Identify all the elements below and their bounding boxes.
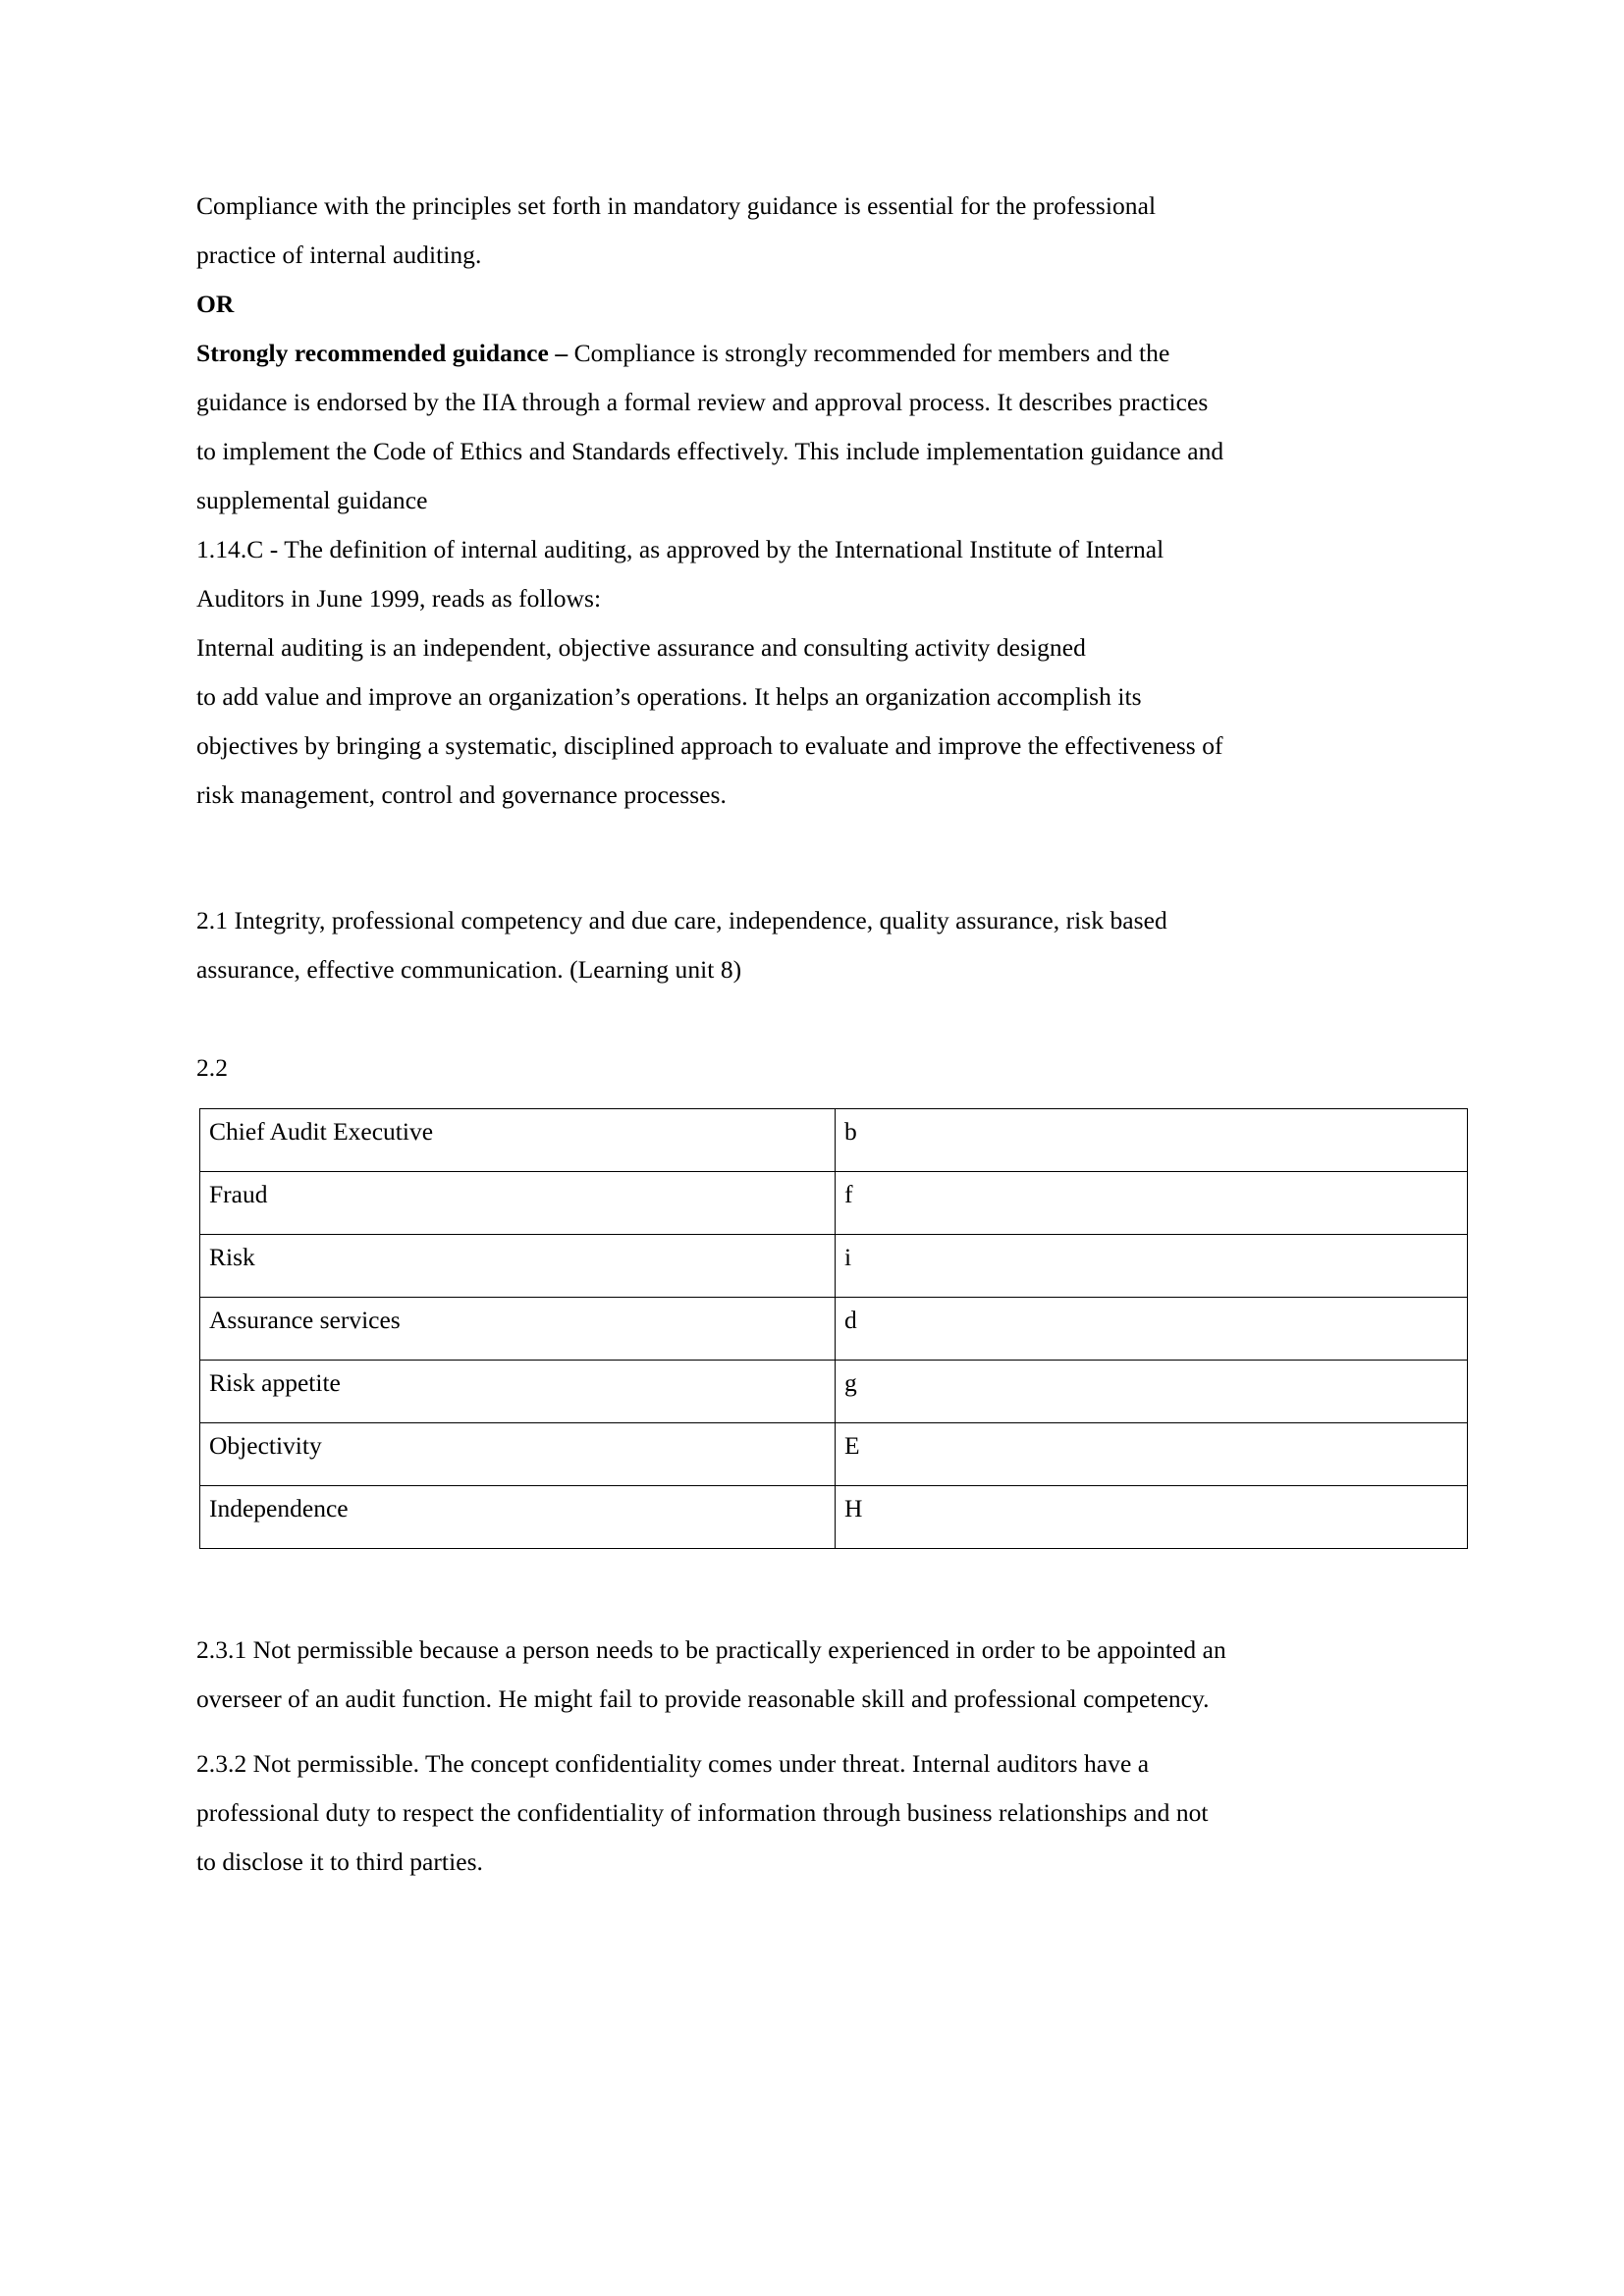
table-row — [200, 1172, 1468, 1235]
spacer — [196, 1093, 1451, 1108]
table-cell-term: Fraud — [200, 1172, 836, 1235]
text-line: assurance, effective communication. (Learning unit 8) — [196, 955, 742, 984]
table-cell-answer: H — [836, 1486, 1468, 1549]
table-cell-answer: E — [836, 1423, 1468, 1486]
text-line: 2.1 Integrity, professional competency and due care, independence, quality assurance, risk based — [196, 906, 1167, 934]
text-line: supplemental guidance — [196, 486, 428, 514]
table-cell-term: Risk appetite — [200, 1361, 836, 1423]
table-cell-answer: b — [836, 1109, 1468, 1172]
text-run: Compliance is strongly recommended for members and the — [573, 339, 1170, 367]
spacer — [196, 1724, 1451, 1739]
text-line: Auditors in June 1999, reads as follows: — [196, 584, 602, 613]
text-line: risk management, control and governance processes. — [196, 780, 727, 809]
text-line: guidance is endorsed by the IIA through a formal review and approval process. It describes practices — [196, 388, 1209, 416]
table-cell-term: Chief Audit Executive — [200, 1109, 836, 1172]
text-line: Internal auditing is an independent, objective assurance and consulting activity designed — [196, 633, 1086, 662]
table-row — [200, 1235, 1468, 1298]
spacer — [196, 820, 1451, 896]
table-row — [200, 1298, 1468, 1361]
table-cell-term: Independence — [200, 1486, 836, 1549]
paragraph-1-14-c — [196, 525, 1451, 623]
text-line — [196, 329, 1451, 378]
paragraph-2-1 — [196, 896, 1451, 994]
text-line: to add value and improve an organization’s operations. It helps an organization accomplish its — [196, 682, 1142, 711]
or-heading: OR — [196, 290, 235, 318]
table-cell-term: Objectivity — [200, 1423, 836, 1486]
text-line: to implement the Code of Ethics and Standards effectively. This include implementation guidance and — [196, 437, 1224, 465]
spacer — [196, 1549, 1451, 1626]
matching-table-body — [200, 1109, 1468, 1549]
table-cell-answer: g — [836, 1361, 1468, 1423]
paragraph-internal-auditing-definition — [196, 623, 1451, 820]
label-2-2: 2.2 — [196, 1053, 229, 1082]
table-row — [200, 1486, 1468, 1549]
text-line: overseer of an audit function. He might fail to provide reasonable skill and professional competency. — [196, 1684, 1210, 1713]
text-line: 2.3.2 Not permissible. The concept confidentiality comes under threat. Internal auditors have a — [196, 1749, 1150, 1778]
table-row — [200, 1109, 1468, 1172]
text-line: objectives by bringing a systematic, disciplined approach to evaluate and improve the effectiveness of — [196, 731, 1223, 760]
text-line: Compliance with the principles set forth in mandatory guidance is essential for the professional — [196, 191, 1157, 220]
table-cell-answer: d — [836, 1298, 1468, 1361]
text-line: practice of internal auditing. — [196, 240, 482, 269]
paragraph-strongly-recommended-guidance — [196, 329, 1451, 525]
paragraph-2-3-1 — [196, 1626, 1451, 1724]
text-line: 1.14.C - The definition of internal auditing, as approved by the International Institute of Internal — [196, 535, 1164, 563]
table-cell-answer: f — [836, 1172, 1468, 1235]
text-line: 2.3.1 Not permissible because a person needs to be practically experienced in order to be appointed an — [196, 1635, 1226, 1664]
matching-table-wrapper — [199, 1108, 1451, 1549]
paragraph-2-3-2 — [196, 1739, 1451, 1887]
text-line: to disclose it to third parties. — [196, 1847, 483, 1876]
table-cell-answer: i — [836, 1235, 1468, 1298]
table-cell-term: Assurance services — [200, 1298, 836, 1361]
table-cell-term: Risk — [200, 1235, 836, 1298]
matching-table — [199, 1108, 1468, 1549]
text-line: professional duty to respect the confidentiality of information through business relationships and not — [196, 1798, 1209, 1827]
strongly-recommended-guidance-label: Strongly recommended guidance – — [196, 339, 574, 367]
document-content — [196, 182, 1451, 1887]
paragraph-compliance — [196, 182, 1451, 280]
table-row — [200, 1361, 1468, 1423]
spacer — [196, 994, 1451, 1043]
table-row — [200, 1423, 1468, 1486]
